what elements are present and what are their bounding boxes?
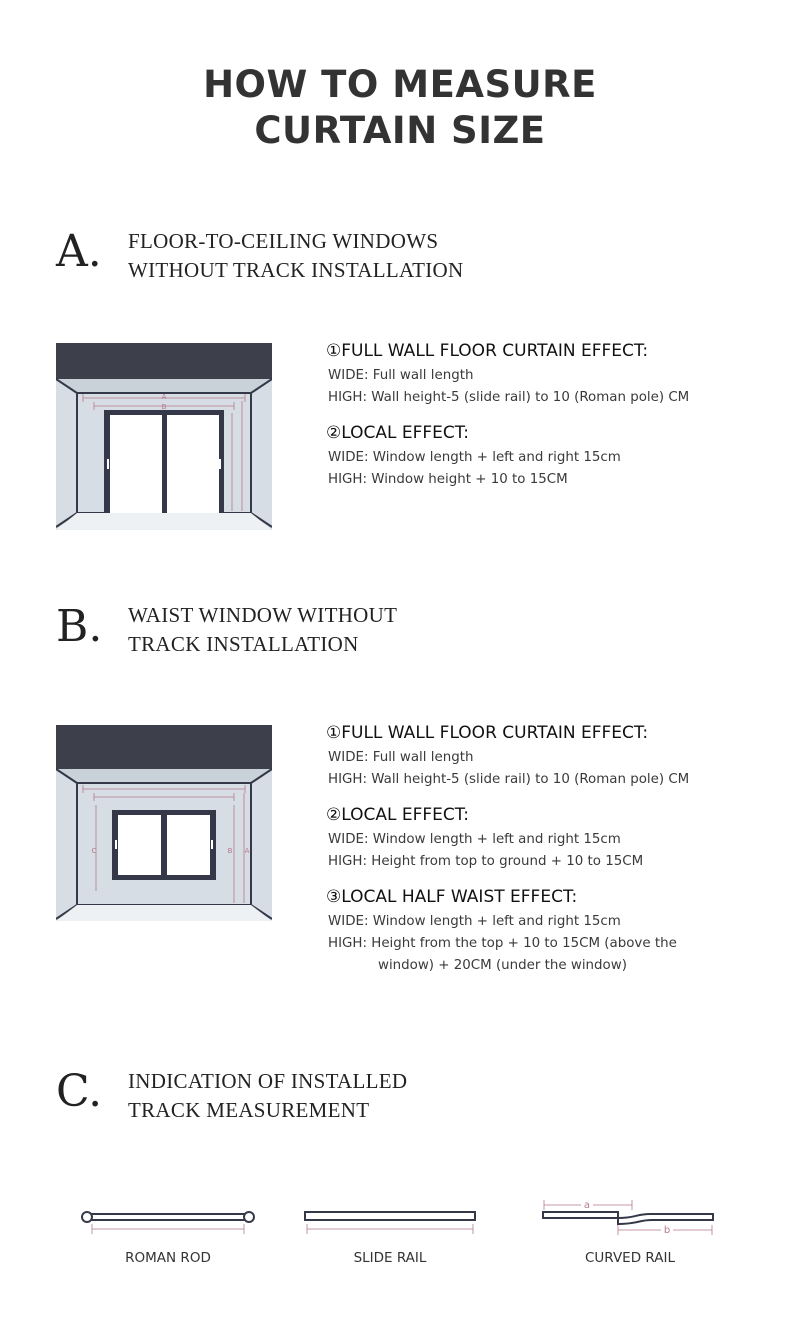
section-c-title-line-2: TRACK MEASUREMENT [128, 1098, 370, 1122]
section-b-title-line-1: WAIST WINDOW WITHOUT [128, 603, 398, 627]
curved-rail-mark-b: b [663, 1225, 671, 1236]
section-a-title-line-1: FLOOR-TO-CEILING WINDOWS [128, 229, 439, 253]
effect-high: HIGH: Height from the top + 10 to 15CM (above the [328, 936, 677, 951]
roman-rod-illustration [80, 1207, 256, 1239]
section-a-title [128, 227, 463, 285]
effect-wide: WIDE: Full wall length [328, 368, 474, 383]
section-b-letter: B. [56, 601, 103, 652]
section-c-title [128, 1067, 407, 1125]
section-a-letter: A. [56, 226, 102, 277]
effect-high: HIGH: Wall height-5 (slide rail) to 10 (Roman pole) CM [328, 772, 690, 787]
curved-rail-label: CURVED RAIL [585, 1250, 675, 1266]
effect-wide: WIDE: Full wall length [328, 750, 474, 765]
measure-label-a: A [161, 393, 167, 401]
slide-rail-illustration [302, 1207, 478, 1239]
curved-rail-mark-a: a [583, 1200, 591, 1211]
section-b-title-line-2: TRACK INSTALLATION [128, 632, 359, 656]
section-a-effects [326, 341, 786, 491]
effect-high: HIGH: Window height + 10 to 15CM [328, 472, 568, 487]
section-b-title [128, 601, 397, 659]
section-b-effects [326, 723, 786, 977]
curved-rail-illustration [540, 1196, 716, 1244]
waist-window-diagram [56, 725, 272, 921]
measure-label-c: C [91, 847, 97, 855]
effect-heading: ②LOCAL EFFECT: [326, 805, 470, 825]
section-c-letter: C. [56, 1066, 103, 1117]
effect-wide: WIDE: Window length + left and right 15cm [328, 914, 621, 929]
effect-heading: ②LOCAL EFFECT: [326, 423, 470, 443]
section-a-title-line-2: WITHOUT TRACK INSTALLATION [128, 258, 464, 282]
effect-high: HIGH: Height from top to ground + 10 to 15CM [328, 854, 644, 869]
effect-wide: WIDE: Window length + left and right 15cm [328, 450, 621, 465]
measure-label-a: A [244, 847, 250, 855]
measure-label-b: B [227, 847, 233, 855]
effect-wide: WIDE: Window length + left and right 15cm [328, 832, 621, 847]
section-c-title-line-1: INDICATION OF INSTALLED [128, 1069, 408, 1093]
page-title-line-1: HOW TO MEASURE [203, 63, 597, 106]
effect-heading: ①FULL WALL FLOOR CURTAIN EFFECT: [326, 723, 649, 743]
effect-high: HIGH: Wall height-5 (slide rail) to 10 (Roman pole) CM [328, 390, 690, 405]
page-title [0, 62, 800, 154]
slide-rail-label: SLIDE RAIL [353, 1250, 427, 1266]
measure-label-b: B [161, 403, 167, 411]
floor-to-ceiling-window-diagram [56, 343, 272, 530]
effect-heading: ①FULL WALL FLOOR CURTAIN EFFECT: [326, 341, 649, 361]
effect-heading: ③LOCAL HALF WAIST EFFECT: [326, 887, 578, 907]
page-title-line-2: CURTAIN SIZE [254, 109, 546, 152]
effect-high-continued: window) + 20CM (under the window) [378, 958, 627, 973]
roman-rod-label: ROMAN ROD [125, 1250, 211, 1266]
